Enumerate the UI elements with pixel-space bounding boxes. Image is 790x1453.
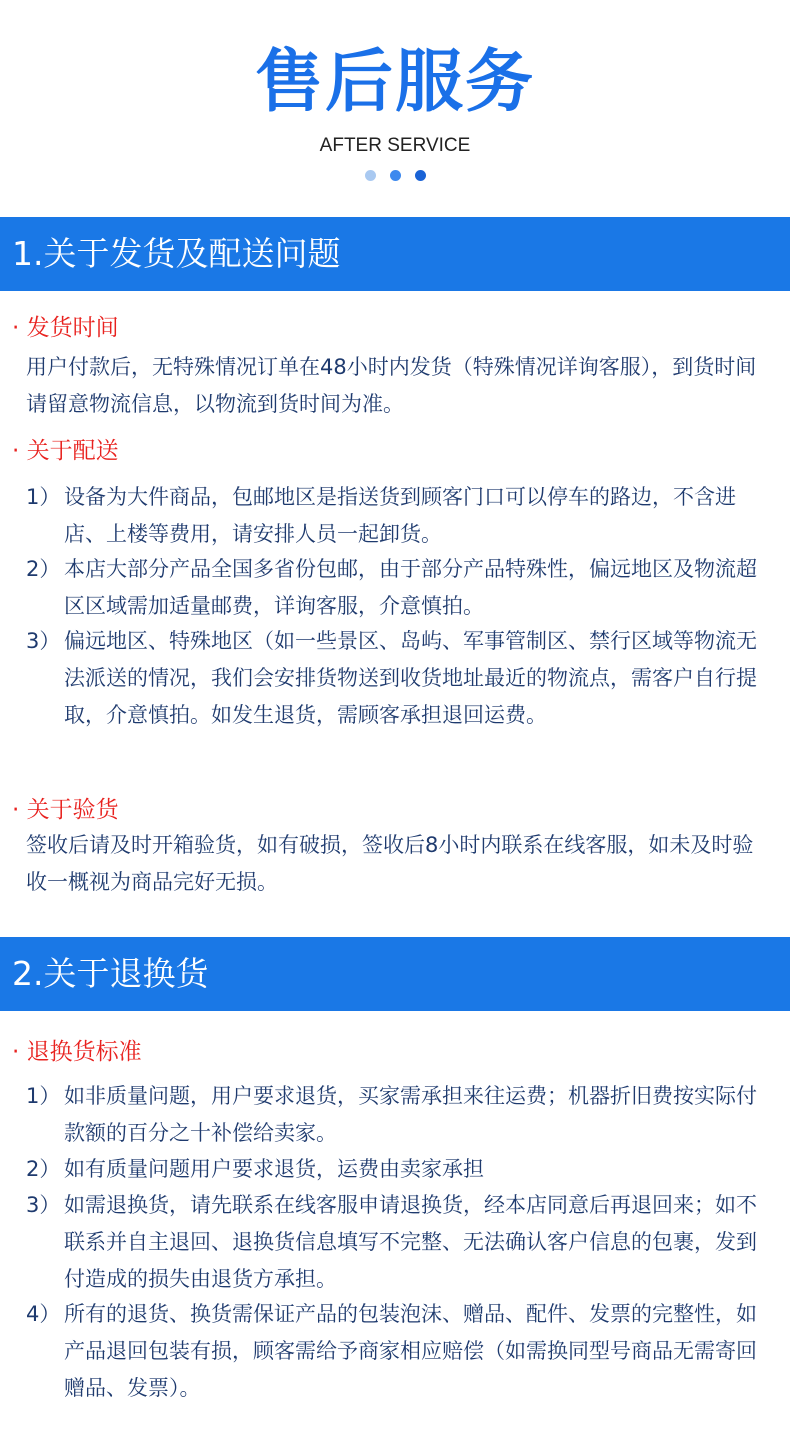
- section-header-shipping: [0, 217, 790, 291]
- list-item: [26, 1187, 774, 1298]
- list-number: 2）: [26, 1157, 61, 1181]
- page-title: 售后服务: [254, 43, 535, 122]
- section-title: 1.关于发货及配送问题: [12, 234, 341, 273]
- heading-return-standard: · 退换货标准: [12, 1039, 142, 1065]
- list-number: 4）: [26, 1302, 61, 1326]
- list-text: 所有的退货、换货需保证产品的包装泡沫、赠品、配件、发票的完整性，如产品退回包装有损，顾客需给予商家相应赔偿（如需换同型号商品无需寄回赠品、发票）。: [64, 1302, 757, 1400]
- list-text: 如有质量问题用户要求退货，运费由卖家承担: [64, 1157, 484, 1181]
- heading-shipping-time: · 发货时间: [12, 315, 119, 341]
- heading-delivery: · 关于配送: [12, 438, 119, 464]
- list-number: 1）: [26, 485, 61, 509]
- list-item: [26, 1151, 774, 1188]
- page-header: [0, 0, 790, 217]
- list-text: 如需退换货，请先联系在线客服申请退换货，经本店同意后再退回来；如不联系并自主退回、退换货信息填写不完整、无法确认客户信息的包裹，发到付造成的损失由退货方承担。: [64, 1193, 757, 1291]
- page-subtitle: AFTER SERVICE: [319, 135, 471, 156]
- list-text: 本店大部分产品全国多省份包邮，由于部分产品特殊性，偏远地区及物流超区区域需加适量邮费，详询客服，介意慎拍。: [64, 557, 757, 618]
- dot-icon: [415, 170, 426, 181]
- list-item: [26, 551, 774, 625]
- list-number: 3）: [26, 629, 61, 653]
- list-number: 2）: [26, 557, 61, 581]
- section-title: 2.关于退换货: [12, 954, 209, 993]
- list-item: [26, 1296, 774, 1407]
- list-text: 偏远地区、特殊地区（如一些景区、岛屿、军事管制区、禁行区域等物流无法派送的情况，我们会安排货物送到收货地址最近的物流点，需客户自行提取，介意慎拍。如发生退货，需顾客承担退回运费。: [64, 629, 757, 727]
- section-header-returns: [0, 937, 790, 1011]
- list-item: [26, 479, 774, 553]
- list-item: [26, 1078, 774, 1152]
- list-text: 如非质量问题，用户要求退货，买家需承担来往运费；机器折旧费按实际付款额的百分之十补偿给卖家。: [64, 1084, 757, 1145]
- decorative-dots: [0, 170, 790, 181]
- dot-icon: [390, 170, 401, 181]
- list-number: 1）: [26, 1084, 61, 1108]
- paragraph-inspection: 签收后请及时开箱验货，如有破损，签收后8小时内联系在线客服，如未及时验收一概视为商品完好无损。: [26, 833, 754, 894]
- list-text: 设备为大件商品，包邮地区是指送货到顾客门口可以停车的路边，不含进店、上楼等费用，请安排人员一起卸货。: [64, 485, 736, 546]
- dot-icon: [365, 170, 376, 181]
- list-number: 3）: [26, 1193, 61, 1217]
- heading-inspection: · 关于验货: [12, 797, 119, 823]
- list-item: [26, 623, 774, 734]
- paragraph-shipping-time: 用户付款后，无特殊情况订单在48小时内发货（特殊情况详询客服），到货时间请留意物流信息，以物流到货时间为准。: [26, 355, 757, 416]
